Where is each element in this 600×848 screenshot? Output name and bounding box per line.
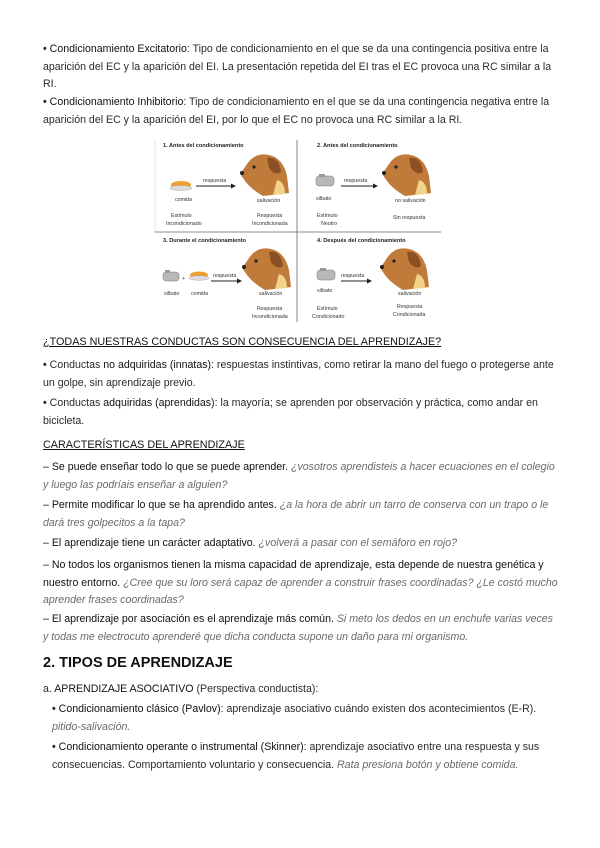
dog-icon [240,154,289,196]
example-text: pitido-salivación. [52,720,131,733]
tipo-term: Condicionamiento clásico (Pavlov) [58,703,221,715]
tipo-term: Condicionamiento operante o instrumental (Skinner) [58,741,304,753]
example-text: Si meto los dedos en un enchufe varias veces y todas me electrocuto aprenderé que dicha conducta supone un daño para mi organismo. [43,613,553,643]
panel2-stim-line2: Neutro [321,221,337,227]
section-heading-caracteristicas: CARACTERÍSTICAS DEL APRENDIZAJE [43,439,245,451]
example-text: Rata presiona botón y obtiene comida. [334,758,519,771]
section-heading-question: ¿TODAS NUESTRAS CONDUCTAS SON CONSECUENCIA DEL APRENDIZAJE? [43,336,442,348]
definition-excitatorio: • Condicionamiento Excitatorio: Tipo de condicionamiento en el que se da una contingencia positiva entre la aparición del EC y la aparición del EI. La presentación repetida del EI tras el EC provoca una RC similar a la RI. [43,43,552,90]
definition-text: : Tipo de condicionamiento en el que se da una contingencia negativa entre la aparición del EC y la aparición del EI, por lo que el EC no provoca una RC similar a la RI. [43,96,550,126]
panel4-response-label: salivación [398,291,422,297]
panel1-stim-line1: Estímulo [171,213,192,219]
caracteristica-item: – No todos los organismos tienen la misma capacidad de aprendizaje, esta depende de nuestra genética y nuestro entorno. ¿Cree que su loro será capaz de aprender a construir frases coordinadas? ¿Le costó mucho aprender frases coordinadas? [43,559,558,606]
panel2-response-label: no salivación [395,198,426,204]
panel4-stim-line1: Estímulo [317,306,338,312]
definition-term: Condicionamiento Excitatorio [49,43,187,55]
example-text: ¿Cree que su loro será capaz de aprender a construir frases coordinadas? ¿Le costó mucho aprender frases coordinadas? [43,576,558,606]
conditioning-figure [151,138,443,324]
panel2-stim-line1: Estímulo [317,213,338,219]
panel1-stim-line2: Incondicionado [166,221,202,227]
panel3-title: 3. Durante el condicionamiento [163,238,246,244]
definition-text: : Tipo de condicionamiento en el que se da una contingencia positiva entre la aparición del EC y la aparición del EI. La presentación repetida del EI tras el EC provoca una RC similar a la RI. [43,43,552,90]
dog-icon [382,154,431,196]
panel1-out-line2: Incondicionada [252,221,288,227]
panel4-arrow-label: respuesta [341,273,365,279]
dog-icon [380,248,429,290]
section-title: 2. TIPOS DE APRENDIZAJE [43,655,233,671]
panel3-plus: + [182,276,186,282]
panel2-title: 2. Antes del condicionamiento [317,143,398,149]
caracteristica-item: – El aprendizaje por asociación es el aprendizaje más común. Si meto los dedos en un enchufe varias veces y todas me electrocuto aprenderé que dicha conducta supone un daño para mi organismo. [43,613,553,643]
panel4-out-line1: Respuesta [397,304,423,310]
panel3-out-line2: Incondicionada [252,314,288,320]
whistle-icon [316,174,334,186]
whistle-icon [317,268,335,280]
example-text: ¿a la hora de abrir un tarro de conserva con un trapo o le dará tres golpecitos a la tapa? [43,499,549,529]
panel1-out-line1: Respuesta [257,213,283,219]
panel4-stim-line2: Condicionado [312,314,345,320]
conducta-innata: • Conductas no adquiridas (innatas): respuestas instintivas, como retirar la mano del fuego o protegerse ante un golpe, sin aprendizaje previo. [43,359,554,389]
tipo-clasico: • Condicionamiento clásico (Pavlov): aprendizaje asociativo cuándo existen dos acontecimientos (E-R). pitido-salivación. [52,703,537,733]
panel3-arrow-label: respuesta [213,273,237,279]
conducta-term: no adquiridas (innatas) [103,359,212,371]
caracteristica-item: – El aprendizaje tiene un carácter adaptativo. ¿volverá a pasar con el semáforo en rojo? [43,537,457,549]
panel4-bell-label: silbato [317,288,333,294]
panel1-food-label: comida [175,197,193,203]
assoc-heading: a. APRENDIZAJE ASOCIATIVO (Perspectiva conductista): [43,683,319,695]
definition-inhibitorio: • Condicionamiento Inhibitorio: Tipo de condicionamiento en el que se da una contingencia negativa entre la aparición del EC y la aparición del EI, por lo que el EC no provoca una RC similar a la RI. [43,96,550,126]
panel4-out-line2: Condicionada [393,312,426,318]
panel1-arrow-label: respuesta [203,178,227,184]
conditioning-diagram [151,138,443,324]
caracteristica-item: – Permite modificar lo que se ha aprendido antes. ¿a la hora de abrir un tarro de conserva con un trapo o le dará tres golpecitos a la tapa? [43,499,549,529]
panel4-title: 4. Después del condicionamiento [317,238,406,244]
dog-icon [242,248,291,290]
conducta-aprendida: • Conductas adquiridas (aprendidas): la mayoría; se aprenden por observación y práctica, como andar en bicicleta. [43,397,538,427]
panel3-bell-label: silbato [164,291,180,297]
panel1-title: 1. Antes del condicionamiento [163,143,244,149]
tipo-operante: • Condicionamiento operante o instrumental (Skinner): aprendizaje asociativo entre una respuesta y sus consecuencias. Comportamiento voluntario y consecuencia. Rata presiona botón y obtiene comida. [52,741,540,771]
caracteristica-item: – Se puede enseñar todo lo que se puede aprender. ¿vosotros aprendisteis a hacer ecuaciones en el colegio y luego las podríais enseñar a alguien? [43,461,555,491]
panel3-out-line1: Respuesta [257,306,283,312]
example-text: ¿vosotros aprendisteis a hacer ecuaciones en el colegio y luego las podríais enseñar a alguien? [43,461,555,491]
panel2-arrow-label: respuesta [344,178,368,184]
definition-term: Condicionamiento Inhibitorio [49,96,184,108]
whistle-icon [163,270,179,281]
conducta-term: adquiridas (aprendidas) [103,397,215,409]
panel3-food-label: comida [191,291,209,297]
panel3-response-label: salivación [259,291,283,297]
example-text: ¿volverá a pasar con el semáforo en rojo? [255,537,457,549]
panel2-bell-label: silbato [316,196,332,202]
panel1-response-label: salivación [257,198,281,204]
panel2-out-line1: Sin respuesta [393,215,426,221]
